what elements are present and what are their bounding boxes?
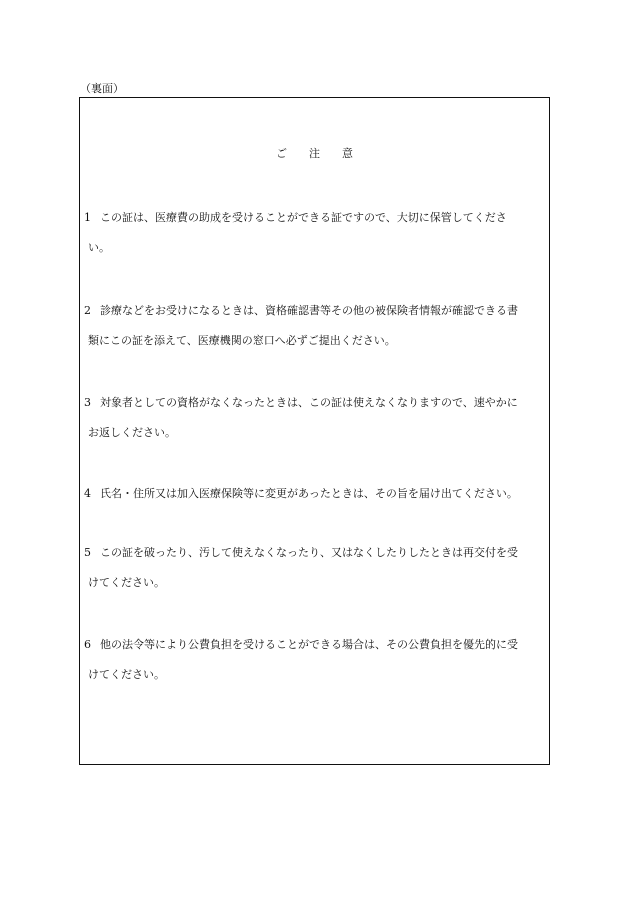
- item-text-line1: 氏名・住所又は加入医療保険等に変更があったときは、その旨を届け出てください。: [100, 487, 518, 500]
- notice-item-3: [84, 388, 544, 448]
- item-text-line1: この証は、医療費の助成を受けることができる証ですので、大切に保管してくださ: [100, 211, 507, 224]
- item-text-line1: 診療などをお受けになるときは、資格確認書等その他の被保険者情報が確認できる書: [100, 304, 518, 317]
- item-text-line2: けてください。: [88, 576, 165, 589]
- notice-box: [79, 97, 550, 765]
- item-number: 3: [84, 396, 91, 409]
- notice-item-5: [84, 538, 544, 598]
- item-number: 4: [84, 487, 91, 500]
- item-number: 6: [84, 638, 91, 651]
- item-text-line2: お返しください。: [88, 426, 176, 439]
- item-text-line1: 対象者としての資格がなくなったときは、この証は使えなくなりますので、速やかに: [100, 396, 518, 409]
- item-text-line2: い。: [88, 241, 110, 254]
- item-text-line2: けてください。: [88, 668, 165, 681]
- item-number: 5: [84, 546, 91, 559]
- item-text-line1: この証を破ったり、汚して使えなくなったり、又はなくしたりしたときは再交付を受: [100, 546, 518, 559]
- item-number: 2: [84, 304, 91, 317]
- item-text-line2: 類にこの証を添えて、医療機関の窓口へ必ずご提出ください。: [88, 334, 396, 347]
- notice-item-2: [84, 296, 544, 356]
- notice-title: ご 注 意: [276, 147, 353, 160]
- item-text-line1: 他の法令等により公費負担を受けることができる場合は、その公費負担を優先的に受: [100, 638, 518, 651]
- side-label: （裏面）: [80, 82, 124, 95]
- notice-item-6: [84, 630, 544, 690]
- item-number: 1: [84, 211, 91, 224]
- notice-item-4: [84, 479, 544, 509]
- notice-item-1: [84, 203, 544, 263]
